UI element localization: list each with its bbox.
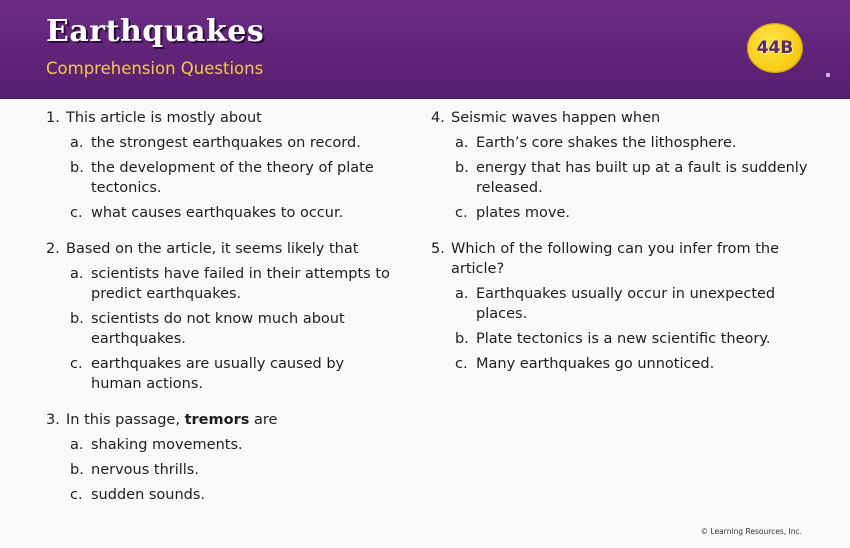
card-number-label: 44B <box>756 38 794 58</box>
option-letter: c. <box>455 205 468 221</box>
answer-option <box>70 354 396 394</box>
option-text: Earth’s core shakes the lithosphere. <box>476 135 737 151</box>
question-text: Which of the following can you infer from the article? <box>451 241 779 277</box>
copyright-notice: © Learning Resources, Inc. <box>700 527 802 536</box>
right-column <box>431 108 821 390</box>
question-number: 3. <box>46 412 60 428</box>
answer-option <box>70 264 396 304</box>
option-text: plates move. <box>476 205 570 221</box>
left-column <box>46 108 396 521</box>
answer-option <box>455 203 821 223</box>
card-title: Earthquakes <box>46 14 265 49</box>
question-number: 1. <box>46 110 60 126</box>
option-letter: b. <box>70 462 84 478</box>
question-5 <box>431 239 821 374</box>
answer-options <box>455 133 821 223</box>
option-text: Earthquakes usually occur in unexpected places. <box>476 286 776 322</box>
option-letter: b. <box>70 160 84 176</box>
card-number-badge <box>748 24 802 72</box>
answer-option <box>70 133 396 153</box>
option-text: nervous thrills. <box>91 462 199 478</box>
question-number: 5. <box>431 241 445 257</box>
option-letter: c. <box>70 356 83 372</box>
card-header <box>0 0 850 99</box>
option-letter: a. <box>455 135 469 151</box>
question-number: 4. <box>431 110 445 126</box>
answer-options <box>455 284 821 374</box>
answer-option <box>70 309 396 349</box>
option-text: Plate tectonics is a new scientific theory. <box>476 331 771 347</box>
question-3 <box>46 410 396 505</box>
answer-option <box>70 485 396 505</box>
option-letter: c. <box>455 356 468 372</box>
option-letter: c. <box>70 487 83 503</box>
answer-option <box>455 284 821 324</box>
option-text: what causes earthquakes to occur. <box>91 205 344 221</box>
question-number: 2. <box>46 241 60 257</box>
option-text: energy that has built up at a fault is suddenly released. <box>476 160 808 196</box>
question-2 <box>46 239 396 394</box>
decorative-dot <box>826 73 830 77</box>
answer-option <box>70 158 396 198</box>
option-text: scientists have failed in their attempts to predict earthquakes. <box>91 266 390 302</box>
option-text: earthquakes are usually caused by human actions. <box>91 356 345 392</box>
answer-option <box>455 133 821 153</box>
answer-option <box>70 203 396 223</box>
question-text: This article is mostly about <box>66 110 262 126</box>
option-letter: a. <box>70 135 84 151</box>
option-letter: c. <box>70 205 83 221</box>
question-4 <box>431 108 821 223</box>
option-letter: b. <box>70 311 84 327</box>
option-text: the strongest earthquakes on record. <box>91 135 361 151</box>
question-text <box>66 410 396 430</box>
option-text: sudden sounds. <box>91 487 206 503</box>
question-text: Seismic waves happen when <box>451 110 661 126</box>
answer-options <box>70 435 396 505</box>
option-letter: a. <box>70 437 84 453</box>
answer-option <box>455 354 821 374</box>
option-text: scientists do not know much about earthquakes. <box>91 311 345 347</box>
option-letter: a. <box>455 286 469 302</box>
option-text: shaking movements. <box>91 437 243 453</box>
answer-option <box>70 460 396 480</box>
option-letter: b. <box>455 160 469 176</box>
answer-option <box>455 158 821 198</box>
option-letter: a. <box>70 266 84 282</box>
option-text: Many earthquakes go unnoticed. <box>476 356 715 372</box>
question-1 <box>46 108 396 223</box>
answer-option <box>70 435 396 455</box>
answer-options <box>70 264 396 394</box>
question-text-after: are <box>249 412 278 428</box>
answer-option <box>455 329 821 349</box>
question-bold-term: tremors <box>184 412 250 428</box>
option-text: the development of the theory of plate tectonics. <box>91 160 374 196</box>
answer-options <box>70 133 396 223</box>
question-text-before: In this passage, <box>66 412 185 428</box>
card-subtitle: Comprehension Questions <box>46 59 264 78</box>
question-text: Based on the article, it seems likely that <box>66 241 359 257</box>
option-letter: b. <box>455 331 469 347</box>
